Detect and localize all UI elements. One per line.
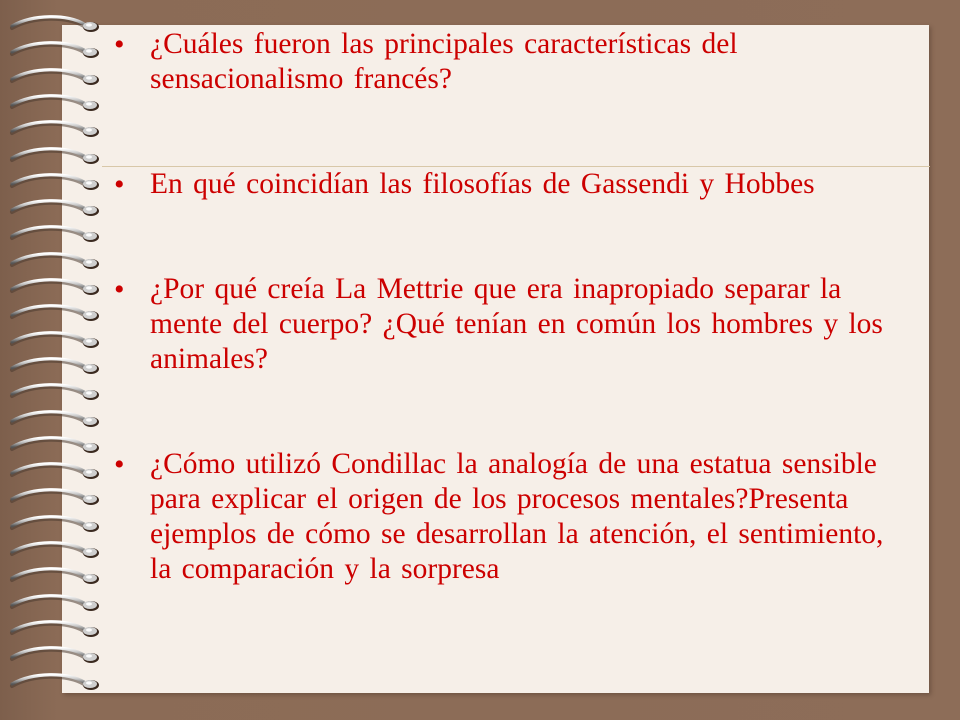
spiral-ring bbox=[8, 566, 108, 588]
spiral-binding bbox=[8, 14, 118, 704]
spiral-ring bbox=[8, 645, 108, 667]
spiral-ring bbox=[8, 40, 108, 62]
question-text: ¿Cómo utilizó Condillac la analogía de una estatua sensible para explicar el origen de los procesos mentales?Presenta ejemplos de cómo se desarrollan la atención, el sentimiento, la comparación y la sorpresa bbox=[150, 448, 884, 585]
bullet-icon: • bbox=[114, 168, 125, 201]
bullet-icon: • bbox=[114, 28, 125, 61]
spiral-ring bbox=[8, 67, 108, 89]
spiral-ring bbox=[8, 487, 108, 509]
spiral-ring bbox=[8, 277, 108, 299]
spiral-ring bbox=[8, 330, 108, 352]
spiral-ring bbox=[8, 224, 108, 246]
spiral-ring bbox=[8, 514, 108, 536]
spiral-ring bbox=[8, 119, 108, 141]
question-text: ¿Cuáles fueron las principales características del sensacionalismo francés? bbox=[150, 28, 738, 95]
spiral-ring bbox=[8, 356, 108, 378]
spiral-ring bbox=[8, 619, 108, 641]
spiral-ring bbox=[8, 198, 108, 220]
question-item bbox=[112, 27, 902, 97]
bullet-icon: • bbox=[114, 273, 125, 306]
spiral-ring bbox=[8, 146, 108, 168]
spiral-ring bbox=[8, 172, 108, 194]
question-list bbox=[112, 27, 902, 587]
question-text: En qué coincidían las filosofías de Gassendi y Hobbes bbox=[150, 168, 815, 200]
spiral-ring bbox=[8, 435, 108, 457]
spiral-ring bbox=[8, 672, 108, 694]
spiral-ring bbox=[8, 540, 108, 562]
bullet-icon: • bbox=[114, 448, 125, 481]
spiral-ring bbox=[8, 382, 108, 404]
spiral-ring bbox=[8, 461, 108, 483]
question-text: ¿Por qué creía La Mettrie que era inapropiado separar la mente del cuerpo? ¿Qué tenían en común los hombres y los animales? bbox=[150, 273, 883, 375]
spiral-ring bbox=[8, 409, 108, 431]
question-item bbox=[112, 272, 902, 377]
spiral-ring bbox=[8, 93, 108, 115]
spiral-ring bbox=[8, 14, 108, 36]
question-item bbox=[112, 167, 902, 202]
spiral-ring bbox=[8, 251, 108, 273]
question-item bbox=[112, 447, 902, 587]
spiral-ring bbox=[8, 303, 108, 325]
spiral-ring bbox=[8, 593, 108, 615]
